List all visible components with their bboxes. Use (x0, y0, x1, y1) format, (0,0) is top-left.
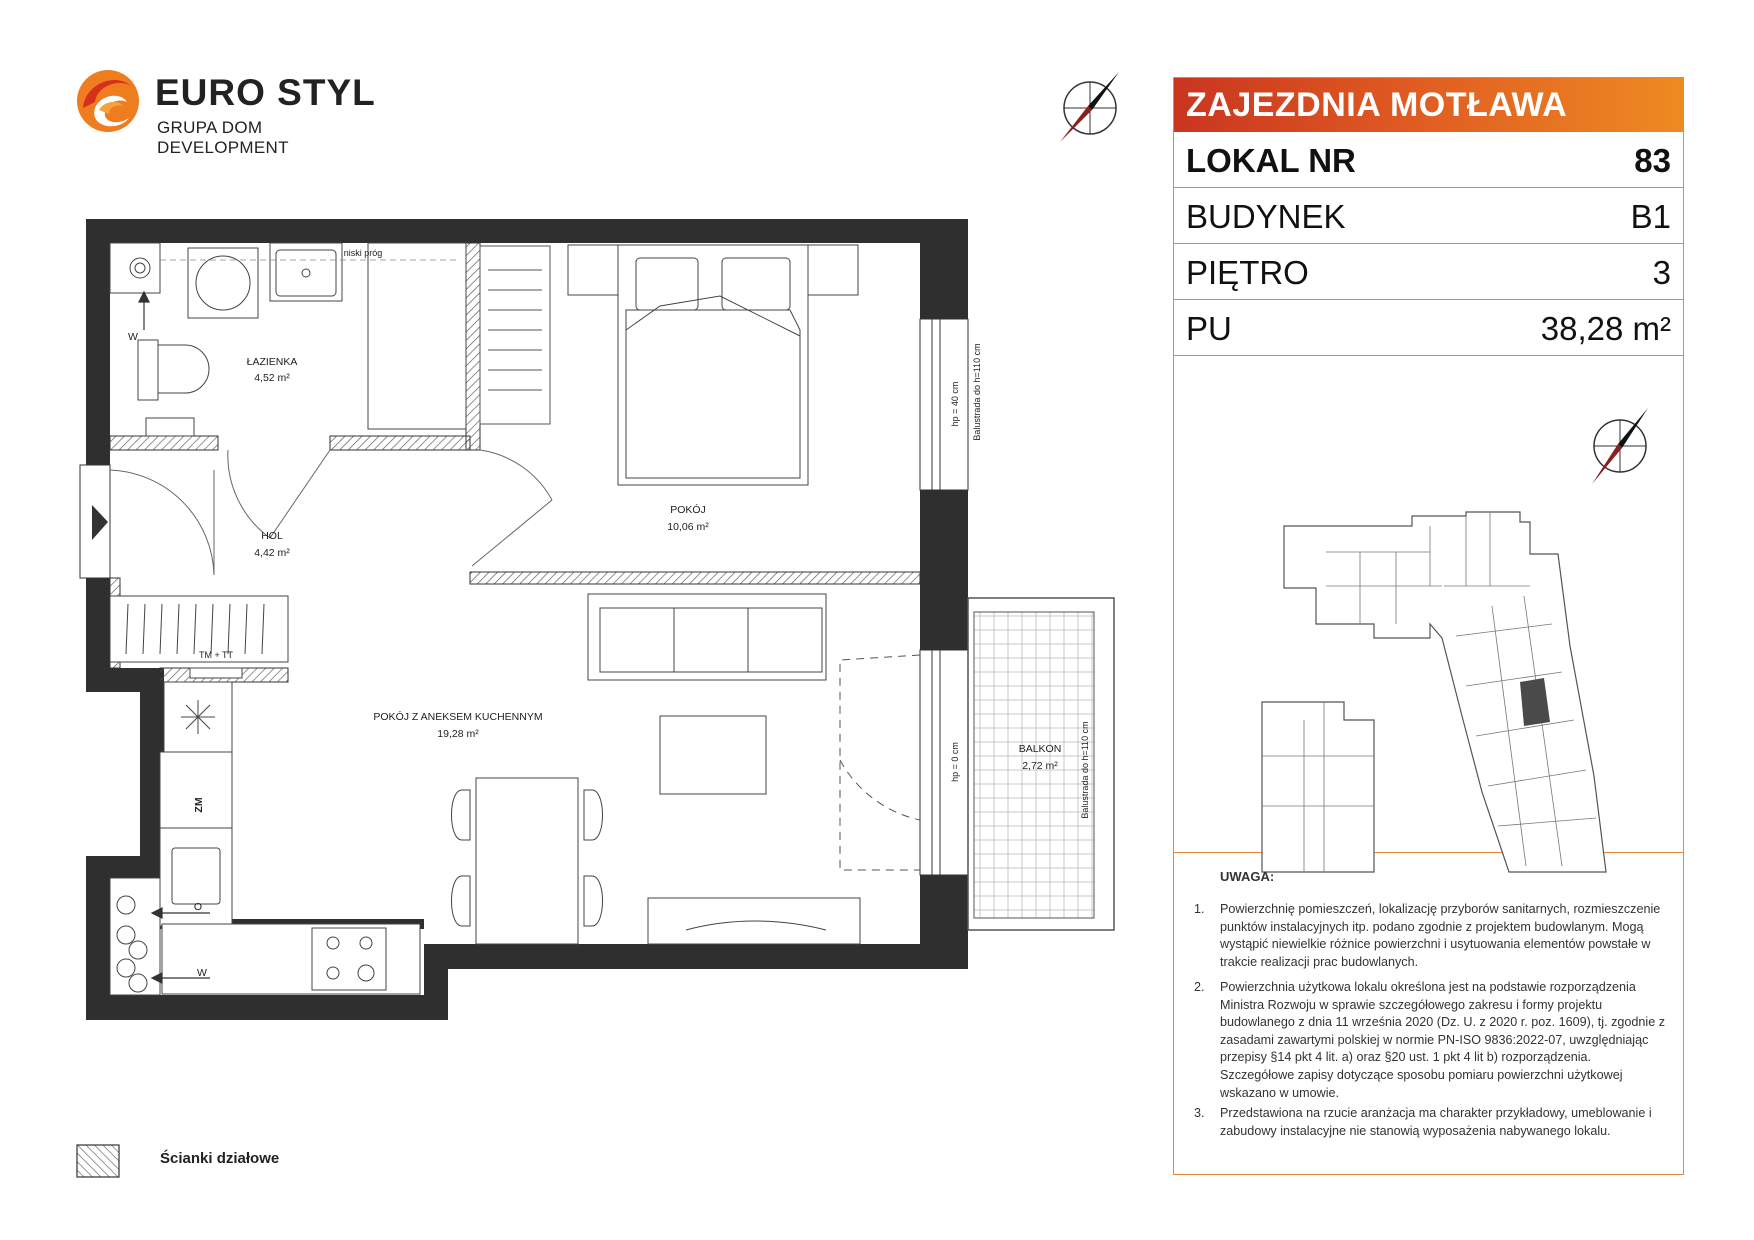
notes-title: UWAGA: (1220, 869, 1275, 884)
bathroom-fixtures (110, 243, 466, 436)
room-area-bedroom: 10,06 m² (667, 521, 709, 533)
info-label: PU (1186, 310, 1232, 347)
sofa (588, 594, 826, 680)
room-name-living: POKÓJ Z ANEKSEM KUCHENNYM (373, 711, 543, 723)
zm-label: ZM (193, 797, 205, 813)
water-label-kitchen: W (197, 967, 207, 979)
fridge-icon (181, 700, 215, 734)
room-area-living: 19,28 m² (437, 728, 479, 740)
project-title: ZAJEZDNIA MOTŁAWA (1186, 86, 1568, 124)
dining-set (452, 778, 603, 944)
brand-subtitle: GRUPA DOM DEVELOPMENT (157, 118, 289, 157)
info-value: 3 (1652, 254, 1671, 291)
balcony-door (840, 655, 920, 870)
key-plan (1174, 356, 1683, 853)
info-row-building (1174, 188, 1683, 244)
partition-wall-swatch (76, 1144, 120, 1178)
threshold-label: niski próg (343, 248, 383, 258)
room-door (472, 450, 552, 566)
note-text: Przedstawiona na rzucie aranżacja ma charakter przykładowy, umeblowanie i zabudowy instalacyjne nie stanowią wyposażenia nabywanego lokalu. (1220, 1106, 1652, 1138)
info-panel (1173, 77, 1684, 1175)
key-plan-drawing (1174, 356, 1683, 852)
room-name-bathroom: ŁAZIENKA (246, 356, 298, 368)
water-label-bathroom: W (128, 331, 138, 343)
tm-tt-label: TM + TT (198, 650, 234, 660)
compass-icon (1058, 70, 1124, 144)
note-number: 2. (1194, 980, 1205, 994)
info-label: PIĘTRO (1186, 254, 1309, 291)
note-text: Powierzchnia użytkowa lokalu określona jest na podstawie rozporządzenia Ministra Rozwoju w sprawie szczegółowego zakresu i formy projektu budowlanego z dnia 11 września 2020 (Dz. U. z 2020 r. poz. 1609), tj. zgodnie z zasadami zawartymi polskiej w normie PN-ISO 9836:2022-07, uwzględniając przepisy §14 pkt 4 lit. a) oraz §20 ust. 1 pkt 4 lit b) rozporządzenia. Szczegółowe zapisy dotyczące sposobu pomiaru powierzchni użytkowej wskazano w umowie. (1220, 980, 1666, 1100)
info-value: 83 (1634, 142, 1671, 179)
room-name-hall: HOL (261, 530, 283, 542)
o-label: O (193, 901, 203, 913)
balustrade-label-window: Balustrada do h=110 cm (972, 343, 982, 441)
project-title-bar (1174, 78, 1683, 132)
wardrobe (480, 246, 550, 424)
tv-stand (648, 898, 860, 944)
hall-wardrobe (110, 596, 288, 678)
bed (568, 245, 858, 485)
room-area-hall: 4,42 m² (254, 547, 290, 559)
hp40-label: hp = 40 cm (950, 381, 960, 427)
info-value: B1 (1630, 198, 1671, 235)
info-row-area (1174, 300, 1683, 356)
note-text: Powierzchnię pomieszczeń, lokalizację przyborów sanitarnych, rozmieszczenie punktów instalacyjnych itp. podano zgodnie z projektem budowlanym. Mogą wystąpić niewielkie różnice powierzchni i usytuowania elementów powstałe w trakcie realizacji prac budowlanych. (1220, 902, 1661, 969)
hp0-label: hp = 0 cm (950, 742, 960, 782)
info-value: 38,28 m² (1540, 310, 1671, 347)
legend-label: Ścianki działowe (160, 1150, 280, 1167)
room-area-balcony: 2,72 m² (1022, 760, 1058, 772)
brand-name: EURO STYL (155, 72, 376, 113)
info-label: LOKAL NR (1186, 142, 1356, 179)
info-label: BUDYNEK (1186, 198, 1346, 235)
note-number: 3. (1194, 1106, 1205, 1120)
note-number: 1. (1194, 902, 1205, 916)
room-name-balcony: BALKON (1018, 743, 1062, 755)
balustrade-label-balcony: Balustrada do h=110 cm (1080, 721, 1090, 819)
room-area-bathroom: 4,52 m² (254, 372, 290, 384)
room-name-bedroom: POKÓJ (670, 504, 706, 516)
info-row-unit (1174, 132, 1683, 188)
notes-section (1174, 853, 1683, 1173)
bathroom-door (228, 450, 330, 538)
coffee-table (660, 716, 766, 794)
info-row-floor (1174, 244, 1683, 300)
building-outline (1262, 512, 1606, 872)
compass-icon (1592, 408, 1648, 484)
